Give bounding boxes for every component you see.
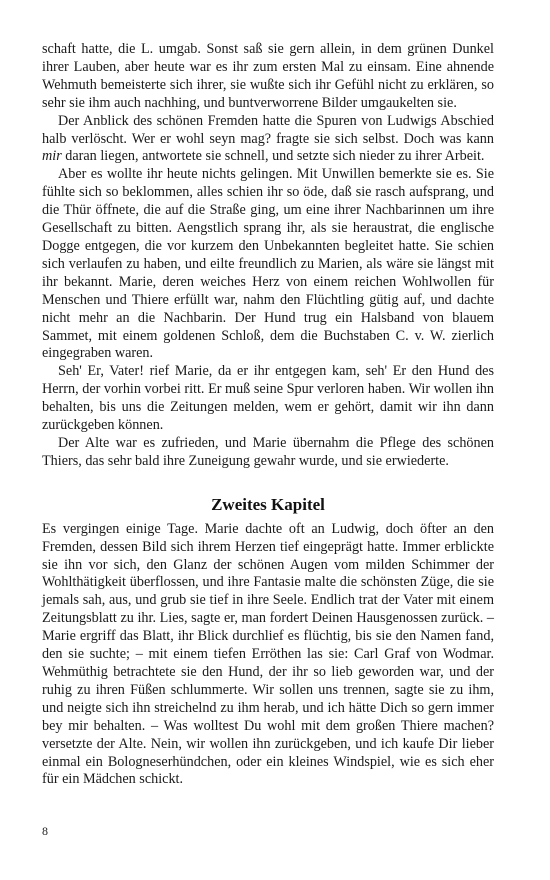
chapter-heading: Zweites Kapitel xyxy=(211,494,325,514)
paragraph-5: Der Alte war es zufrieden, und Marie übernahm die Pflege des schönen Thiers, das sehr bald ihre Zuneigung gewahr wurde, und sie erwiederte. xyxy=(42,434,494,469)
paragraph-2-after: daran liegen, antwortete sie schnell, und setzte sich nieder zu ihrer Arbeit. xyxy=(61,148,485,165)
paragraph-2-before: Der Anblick des schönen Fremden hatte die Spuren von Ludwigs Abschied halb verlöscht. Wer er wohl seyn mag? fragte sie sich selbst. Doch was kann xyxy=(42,112,494,147)
paragraph-2 xyxy=(42,113,494,167)
paragraph-2-emphasis: mir xyxy=(42,148,62,165)
chapter-paragraph: Es vergingen einige Tage. Marie dachte oft an Ludwig, doch öfter an den Fremden, dessen Bild sich ihrem Herzen tief eingeprägt hatte. Immer erblickte sie ihn vor sich, den Glanz der schönen Augen vom milden Schimmer der Wohlthätigkeit überflossen, und ihre Fantasie malte die schönsten Züge, die sie jemals sah, aus, und grub sie tief in ihre Seele. Endlich trat der Vater mit einem Zeitungsblatt zu ihr. Lies, sagte er, man fordert Deinen Hausgenossen zurück. – Marie ergriff das Blatt, ihr Blick durchlief es flüchtig, bis sie den Namen fand, den sie suchte; – mit einem tiefen Erröthen las sie: Carl Graf von Wodmar. Wehmüthig betrachtete sie den Hund, der ihr so lieb geworden war, und der ruhig zu ihren Füßen schlummerte. Wir sollen uns trennen, sagte sie zu ihm, und neigte sich ihn streichelnd zu ihm herab, und ich hätte Dich so gern immer bey mir behalten. – Was wolltest Du wohl mit dem großen Thiere machen? versetzte der Alte. Nein, wir wollen ihn zurückgeben, und ich kaufe Dir lieber einmal ein Bologneserhündchen, oder ein kleines Windspiel, wie es sich eher für ein Mädchen schickt. xyxy=(42,520,494,788)
paragraph-3: Aber es wollte ihr heute nichts gelingen. Mit Unwillen bemerkte sie es. Sie fühlte sich so beklommen, alles schien ihr so öde, daß sie rasch aufsprang, und die Thür öffnete, die auf die Straße ging, um eine ihrer Nachbarinnen um ihre Gesellschaft zu bitten. Aengstlich sprang ihr, als sie heraustrat, die englische Dogge entgegen, die vor kurzem den Unbekannten begleitet hatte. Sie schien sich verlaufen zu haben, und eilte freundlich zu Marien, als wäre sie längst mit ihr bekannt. Marie, deren weiches Herz von einem reichen Wohlwollen für Menschen und Thiere erfüllt war, nahm den Flüchtling gütig auf, und dachte nicht mehr an die Nachbarin. Der Hund trug ein Halsband von blauem Sammet, mit einem goldenen Schloß, dem die Buchstaben C. v. W. zierlich eingegraben waren. xyxy=(42,166,494,362)
paragraph-4: Seh' Er, Vater! rief Marie, da er ihr entgegen kam, seh' Er den Hund des Herrn, der vorhin vorbei ritt. Er muß seine Spur verloren haben. Wir wollen ihn behalten, bis uns die Zeitungen melden, wem er gehört, damit wir ihn dann zurückgeben können. xyxy=(42,363,494,434)
paragraph-1: schaft hatte, die L. umgab. Sonst saß sie gern allein, in dem grünen Dunkel ihrer Lauben, aber heute war es ihr zum ersten Mal zu einsam. Eine ahnende Wehmuth bemeisterte sich ihrer, sie wußte sich ihr Gefühl nicht zu erklären, so sehr sie ihm auch nachhing, und buntverworrene Bilder umgaukelten sie. xyxy=(42,41,494,111)
page-body xyxy=(42,41,494,789)
page-number: 8 xyxy=(42,824,48,838)
